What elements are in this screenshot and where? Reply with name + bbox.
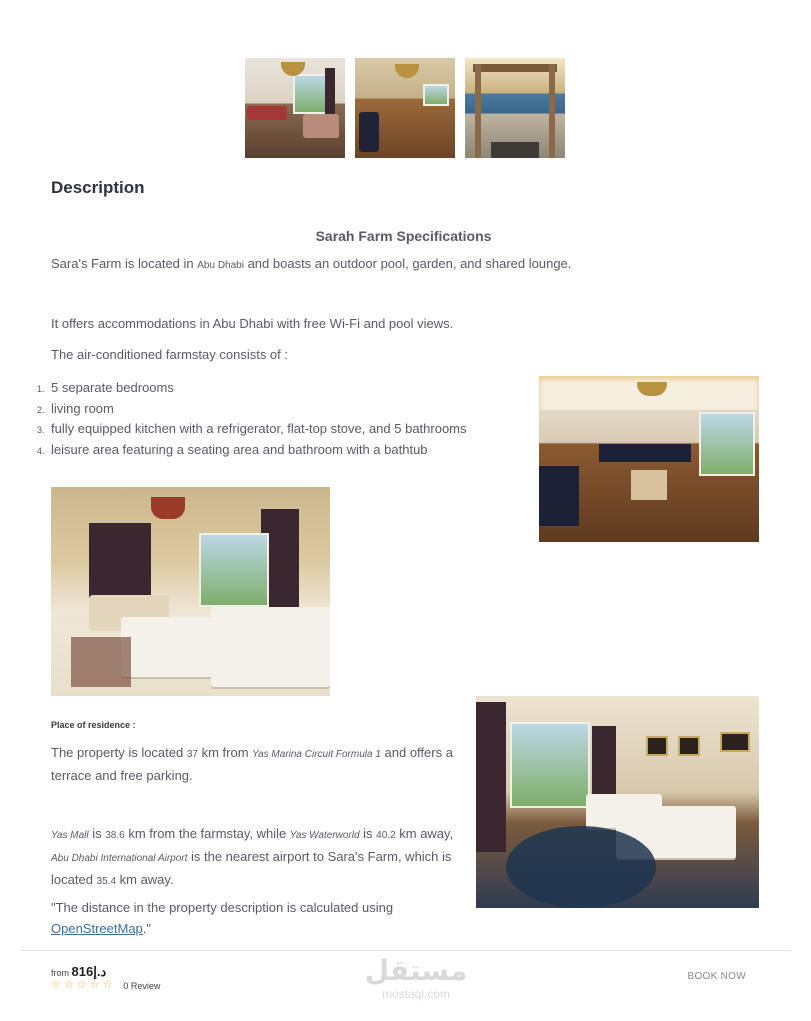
star-icon: ☆ <box>102 979 113 991</box>
accommodations-paragraph: It offers accommodations in Abu Dhabi with free Wi-Fi and pool views. <box>51 316 454 331</box>
thumbnail-gallery <box>245 58 565 158</box>
features-list <box>37 378 467 460</box>
pool-photo <box>465 58 565 158</box>
review-count[interactable]: 0 Review <box>123 980 161 991</box>
star-icon: ☆ <box>76 979 87 991</box>
book-now-button[interactable]: BOOK NOW <box>687 971 746 982</box>
intro-paragraph: Sara's Farm is located in Abu Dhabi and boasts an outdoor pool, garden, and shared lounge. <box>51 256 572 271</box>
thumbnail-living-room[interactable] <box>245 58 345 158</box>
description-heading: Description <box>51 178 145 197</box>
distance-note-paragraph: "The distance in the property description is calculated using OpenStreetMap." <box>51 900 394 936</box>
location-paragraph: The property is located 37 km from Yas Marina Circuit Formula 1 and offers a terrace and free parking. <box>51 745 453 783</box>
watermark: مستقل mostaql.com <box>364 954 468 1001</box>
star-icon: ☆ <box>89 979 100 991</box>
thumbnail-hall[interactable] <box>355 58 455 158</box>
living-room-photo <box>245 58 345 158</box>
place-of-residence-label: Place of residence : <box>51 720 136 730</box>
price: 816د.إ <box>71 964 107 979</box>
list-item: 1. 5 separate bedrooms <box>37 380 174 395</box>
booking-footer <box>20 950 791 1021</box>
twin-bedroom-photo <box>476 696 759 908</box>
openstreetmap-link[interactable]: OpenStreetMap <box>51 921 143 936</box>
thumbnail-pool[interactable] <box>465 58 565 158</box>
star-icon: ☆ <box>63 979 74 991</box>
spec-title: Sarah Farm Specifications <box>315 228 492 244</box>
list-item: 3. fully equipped kitchen with a refrigerator, flat-top stove, and 5 bathrooms <box>37 421 467 436</box>
bedroom-photo <box>51 487 330 696</box>
hall-photo <box>355 58 455 158</box>
distances-paragraph: Yas Mall is 38.6 km from the farmstay, while Yas Waterworld is 40.2 km away, Abu Dhabi International Airport is the nearest airport to Sara's Farm, which is located 35.4 km away. <box>51 826 454 887</box>
price-block: from 816د.إ <box>51 964 107 979</box>
list-item: 2. living room <box>37 400 114 416</box>
list-item: 4. leisure area featuring a seating area and bathroom with a bathtub <box>37 441 428 457</box>
star-icon: ☆ <box>51 979 61 991</box>
majlis-photo <box>539 376 759 542</box>
consists-paragraph: The air-conditioned farmstay consists of : <box>51 347 288 362</box>
rating <box>51 980 160 991</box>
